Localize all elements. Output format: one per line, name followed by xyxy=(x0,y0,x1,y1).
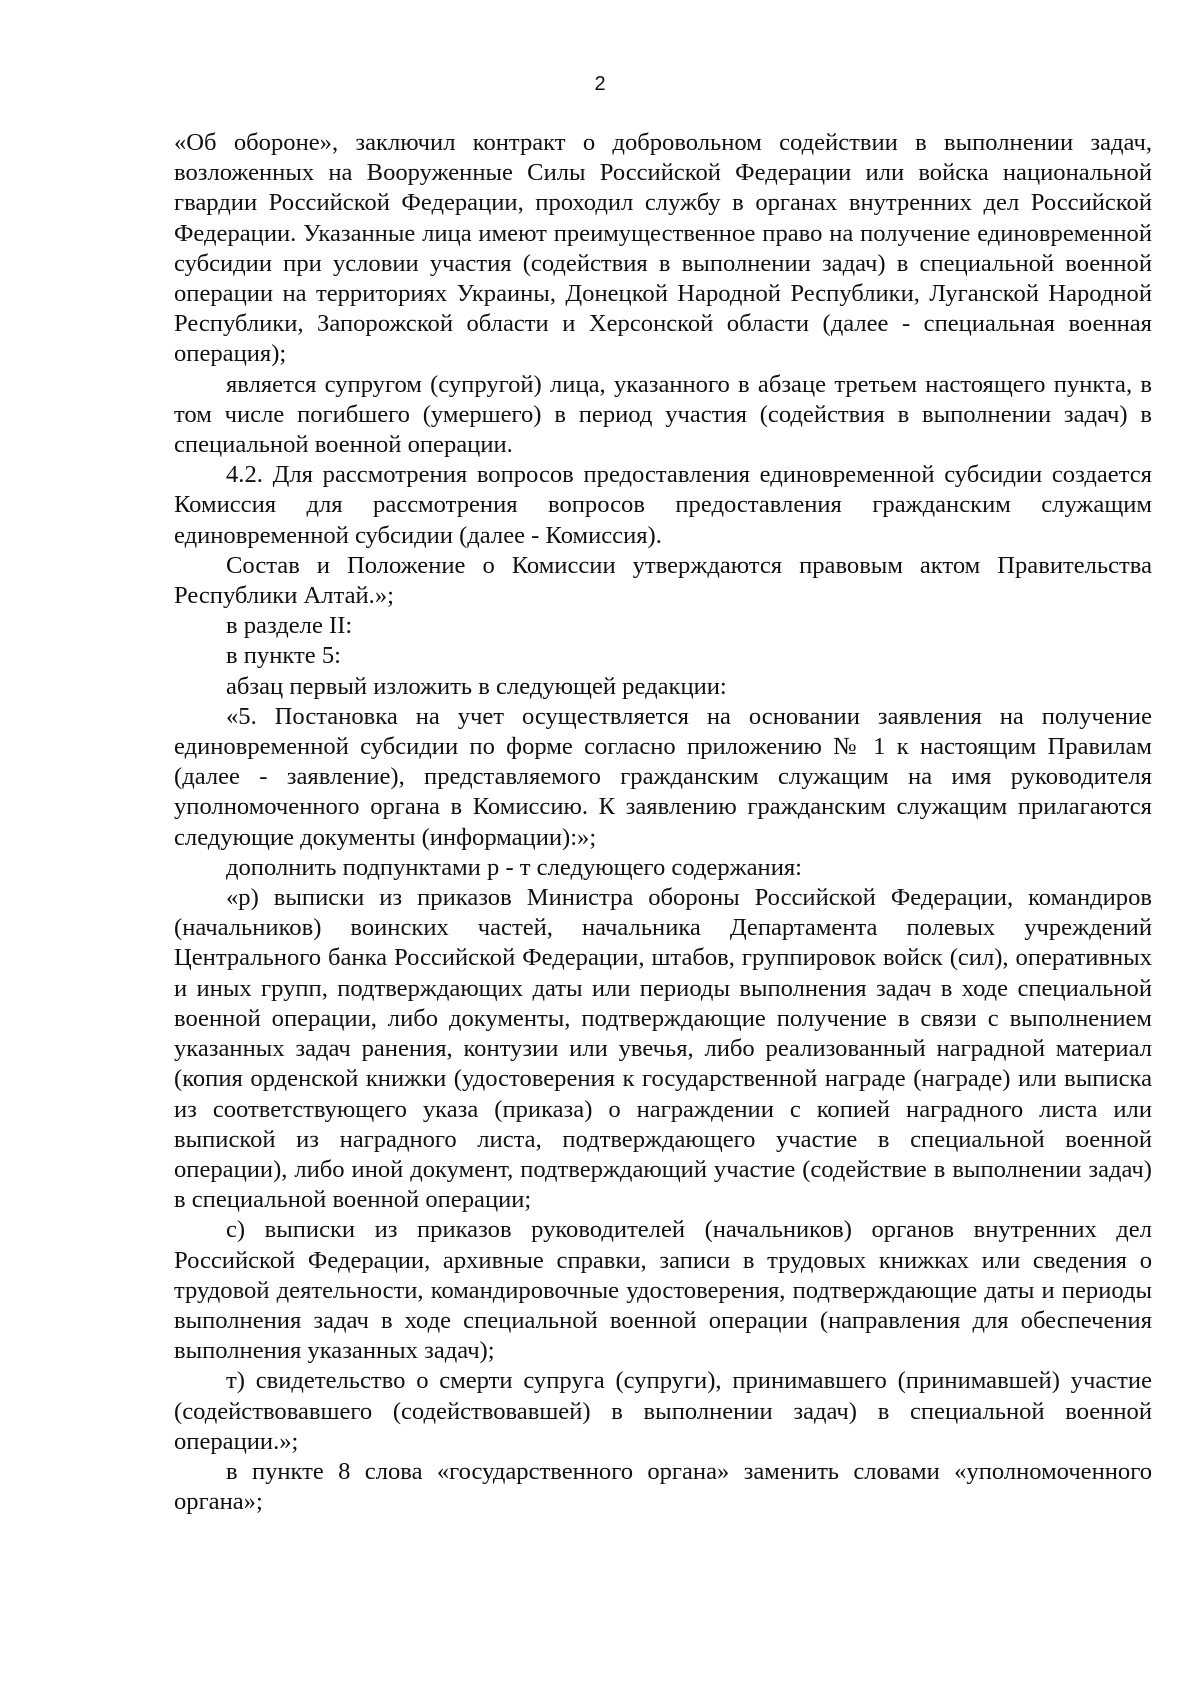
paragraph-spouse: является супругом (супругой) лица, указанного в абзаце третьем настоящего пункта, в том числе погибшего (умершего) в период участия (содействия в выполнении задач) в специальной военной операции. xyxy=(174,370,1152,459)
paragraph-commission: Состав и Положение о Комиссии утверждаются правовым актом Правительства Республики Алтай.»; xyxy=(174,551,1152,610)
paragraph-4-2: 4.2. Для рассмотрения вопросов предоставления единовременной субсидии создается Комиссия для рассмотрения вопросов предоставления гражданским служащим единовременной субсидии (далее - Комиссия). xyxy=(174,461,1152,549)
paragraph-item-5: в пункте 5: xyxy=(226,642,341,670)
paragraph-subitem-s: с) выписки из приказов руководителей (начальников) органов внутренних дел Российской Федерации, архивные справки, записи в трудовых книжках или сведения о трудовой деятельности, командировочные удостоверения, подтверждающие даты и периоды выполнения задач в ходе специальной военной операции (направления для обеспечения выполнения указанных задач); xyxy=(174,1216,1152,1365)
paragraph-first-abzac: абзац первый изложить в следующей редакции: xyxy=(226,672,727,700)
paragraph-item-5-text: «5. Постановка на учет осуществляется на основании заявления на получение единовременной субсидии по форме согласно приложению № 1 к настоящим Правилам (далее - заявление), представляемого гражданским служащим на имя руководителя уполномоченного органа в Комиссию. К заявлению гражданским служащим прилагаются следующие документы (информации):»; xyxy=(174,702,1152,851)
paragraph-subitem-t: т) свидетельство о смерти супруга (супруги), принимавшего (принимавшей) участие (содействовавшего (содействовавшей) в выполнении задач) в специальной военной операции.»; xyxy=(174,1367,1152,1455)
page-number: 2 xyxy=(594,73,606,95)
paragraph-continuation: «Об обороне», заключил контракт о добровольном содействии в выполнении задач, возложенных на Вооруженные Силы Российской Федерации или войска национальной гвардии Российской Федерации, проходил службу в органах внутренних дел Российской Федерации. Указанные лица имеют преимущественное право на получение единовременной субсидии при условии участия (содействия в выполнении задач) в специальной военной операции на территориях Украины, Донецкой Народной Республики, Луганской Народной Республики, Запорожской области и Херсонской области (далее - специальная военная операция); xyxy=(174,129,1152,368)
document-body xyxy=(174,128,1152,1517)
paragraph-section-2: в разделе II: xyxy=(226,612,353,640)
paragraph-subitem-r: «р) выписки из приказов Министра обороны Российской Федерации, командиров (начальников) воинских частей, начальника Департамента полевых учреждений Центрального банка Российской Федерации, штабов, группировок войск (сил), оперативных и иных групп, подтверждающих даты или периоды выполнения задач в ходе специальной военной операции, либо документы, подтверждающие получение в связи с выполнением указанных задач ранения, контузии или увечья, либо реализованный наградной материал (копия орденской книжки (удостоверения к государственной награде (награде) или выписка из соответствующего указа (приказа) о награждении с копией наградного листа или выпиской из наградного листа, подтверждающего участие в специальной военной операции), либо иной документ, подтверждающий участие (содействие в выполнении задач) в специальной военной операции; xyxy=(174,884,1152,1214)
paragraph-add-subitems: дополнить подпунктами р - т следующего содержания: xyxy=(226,853,803,881)
paragraph-item-8: в пункте 8 слова «государственного органа» заменить словами «уполномоченного органа»; xyxy=(174,1457,1152,1516)
